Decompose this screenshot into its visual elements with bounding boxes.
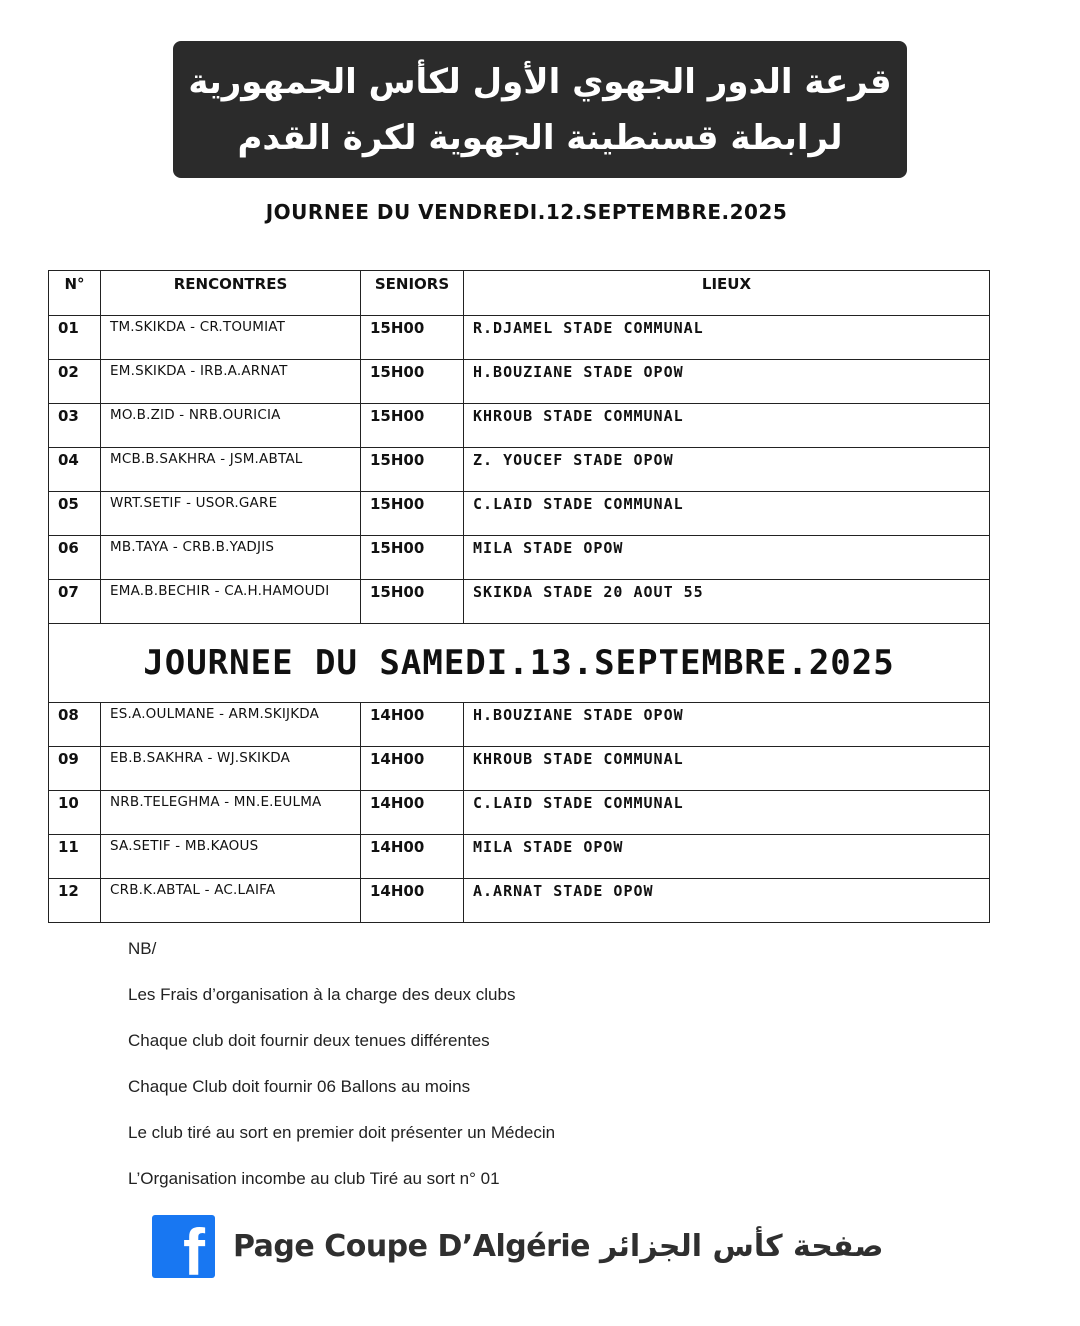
header-seniors: SENIORS (361, 271, 464, 316)
row-time: 15H00 (361, 316, 464, 360)
header-venues: LIEUX (464, 271, 990, 316)
row-num: 10 (49, 791, 101, 835)
table-row (49, 492, 990, 536)
row-num: 01 (49, 316, 101, 360)
row-venue: A.ARNAT STADE OPOW (464, 879, 990, 923)
note-item: Chaque Club doit fournir 06 Ballons au moins (128, 1077, 471, 1096)
table-row (49, 448, 990, 492)
row-num: 06 (49, 536, 101, 580)
row-num: 02 (49, 360, 101, 404)
row-venue: MILA STADE OPOW (464, 536, 990, 580)
notes-section (128, 938, 555, 1214)
footer-page-name-arabic: صفحة كأس الجزائر (600, 1228, 884, 1264)
row-venue: Z. YOUCEF STADE OPOW (464, 448, 990, 492)
banner-title-line2: لرابطة قسنطينة الجهوية لكرة القدم (237, 117, 843, 158)
row-time: 15H00 (361, 360, 464, 404)
notes-heading: NB/ (128, 939, 157, 958)
row-num: 07 (49, 580, 101, 624)
row-match: ES.A.OULMANE - ARM.SKIJKDA (101, 703, 361, 747)
row-venue: C.LAID STADE COMMUNAL (464, 791, 990, 835)
row-num: 09 (49, 747, 101, 791)
table-row (49, 536, 990, 580)
facebook-glyph: f (183, 1214, 205, 1278)
row-venue: R.DJAMEL STADE COMMUNAL (464, 316, 990, 360)
row-venue: SKIKDA STADE 20 AOUT 55 (464, 580, 990, 624)
row-venue: MILA STADE OPOW (464, 835, 990, 879)
table-row (49, 703, 990, 747)
row-match: TM.SKIKDA - CR.TOUMIAT (101, 316, 361, 360)
row-time: 15H00 (361, 536, 464, 580)
table-row (49, 404, 990, 448)
table-row (49, 316, 990, 360)
row-venue: H.BOUZIANE STADE OPOW (464, 360, 990, 404)
row-time: 15H00 (361, 492, 464, 536)
table-header-row (49, 271, 990, 316)
table-row (49, 835, 990, 879)
row-match: MB.TAYA - CRB.B.YADJIS (101, 536, 361, 580)
row-num: 12 (49, 879, 101, 923)
day2-separator-row (49, 624, 990, 703)
row-venue: H.BOUZIANE STADE OPOW (464, 703, 990, 747)
title-banner (173, 41, 907, 178)
header-num: N° (49, 271, 101, 316)
row-match: EMA.B.BECHIR - CA.H.HAMOUDI (101, 580, 361, 624)
row-match: MO.B.ZID - NRB.OURICIA (101, 404, 361, 448)
row-time: 14H00 (361, 747, 464, 791)
note-item: Les Frais d’organisation à la charge des deux clubs (128, 985, 516, 1004)
note-item: Le club tiré au sort en premier doit présenter un Médecin (128, 1123, 556, 1142)
row-venue: KHROUB STADE COMMUNAL (464, 404, 990, 448)
row-match: WRT.SETIF - USOR.GARE (101, 492, 361, 536)
row-venue: C.LAID STADE COMMUNAL (464, 492, 990, 536)
row-time: 15H00 (361, 580, 464, 624)
row-match: EM.SKIKDA - IRB.A.ARNAT (101, 360, 361, 404)
row-match: SA.SETIF - MB.KAOUS (101, 835, 361, 879)
row-time: 15H00 (361, 448, 464, 492)
banner-title-line1: قرعة الدور الجهوي الأول لكأس الجمهورية (188, 61, 892, 102)
day2-title: JOURNEE DU SAMEDI.13.SEPTEMBRE.2025 (49, 624, 990, 703)
row-num: 04 (49, 448, 101, 492)
header-matches: RENCONTRES (101, 271, 361, 316)
day1-title: JOURNEE DU VENDREDI.12.SEPTEMBRE.2025 (265, 200, 788, 224)
note-item: Chaque club doit fournir deux tenues différentes (128, 1031, 490, 1050)
table-row (49, 747, 990, 791)
row-time: 14H00 (361, 791, 464, 835)
table-row (49, 879, 990, 923)
row-match: EB.B.SAKHRA - WJ.SKIKDA (101, 747, 361, 791)
note-item: L’Organisation incombe au club Tiré au sort n° 01 (128, 1169, 500, 1188)
footer-page-name: Page Coupe D’Algérie (233, 1228, 590, 1264)
table-row (49, 791, 990, 835)
schedule-table (48, 270, 990, 923)
row-time: 15H00 (361, 404, 464, 448)
row-time: 14H00 (361, 879, 464, 923)
row-num: 08 (49, 703, 101, 747)
row-venue: KHROUB STADE COMMUNAL (464, 747, 990, 791)
row-match: NRB.TELEGHMA - MN.E.EULMA (101, 791, 361, 835)
row-num: 03 (49, 404, 101, 448)
footer-page-credit (152, 1214, 884, 1278)
table-row (49, 580, 990, 624)
row-time: 14H00 (361, 835, 464, 879)
row-num: 11 (49, 835, 101, 879)
table-row (49, 360, 990, 404)
row-time: 14H00 (361, 703, 464, 747)
facebook-icon[interactable] (152, 1215, 215, 1278)
row-num: 05 (49, 492, 101, 536)
row-match: CRB.K.ABTAL - AC.LAIFA (101, 879, 361, 923)
row-match: MCB.B.SAKHRA - JSM.ABTAL (101, 448, 361, 492)
